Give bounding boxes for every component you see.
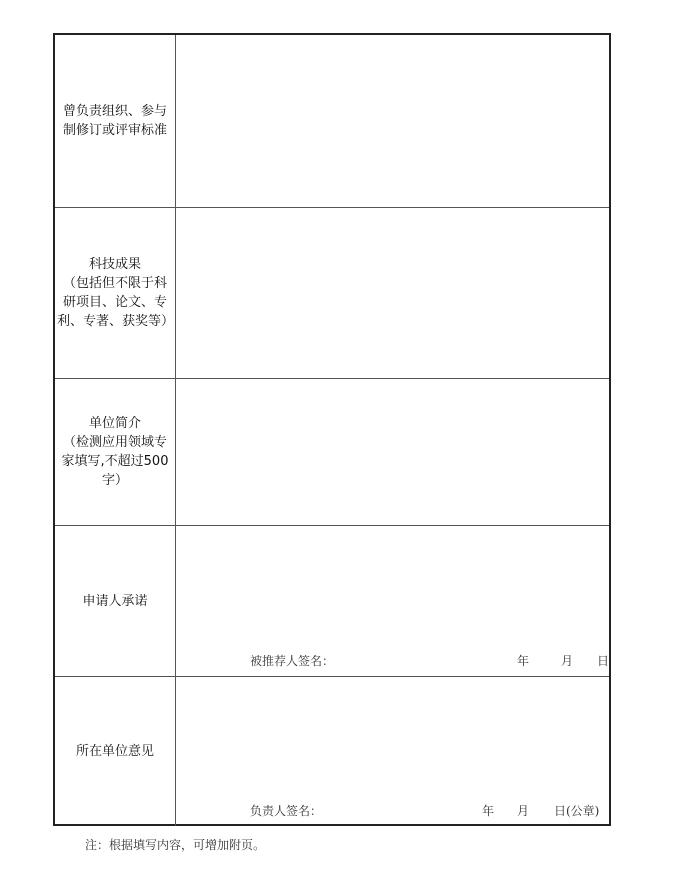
label-standards: 曾负责组织、参与 制修订或评审标准 [55, 35, 176, 207]
field-applicant-pledge[interactable] [176, 526, 609, 676]
signature-line [176, 802, 609, 818]
row-unit-opinion [55, 676, 609, 826]
label-unit-intro: 单位简介 （检测应用领域专 家填写,不超过500 字） [55, 379, 176, 525]
year-label: 年 [517, 654, 530, 668]
row-applicant-pledge [55, 525, 609, 676]
nominee-signature-label: 被推荐人签名： [250, 654, 335, 668]
row-unit-intro [55, 378, 609, 525]
footnote: 注：根据填写内容，可增加附页。 [85, 838, 266, 852]
field-standards[interactable] [176, 35, 609, 207]
field-achievements[interactable] [176, 208, 609, 378]
label-achievements: 科技成果 （包括但不限于科 研项目、论文、专 利、专著、获奖等） [55, 208, 176, 378]
row-standards [55, 35, 609, 207]
day-label: 日 [597, 654, 610, 668]
field-unit-opinion[interactable] [176, 677, 609, 826]
row-achievements [55, 207, 609, 378]
field-unit-intro[interactable] [176, 379, 609, 525]
day-seal-label: 日(公章) [554, 804, 600, 818]
label-unit-opinion: 所在单位意见 [55, 677, 176, 826]
supervisor-signature-label: 负责人签名： [250, 804, 323, 818]
application-form-table [53, 33, 611, 826]
signature-line [176, 652, 609, 668]
month-label: 月 [561, 654, 574, 668]
label-applicant-pledge: 申请人承诺 [55, 526, 176, 676]
month-label: 月 [517, 804, 530, 818]
year-label: 年 [482, 804, 495, 818]
